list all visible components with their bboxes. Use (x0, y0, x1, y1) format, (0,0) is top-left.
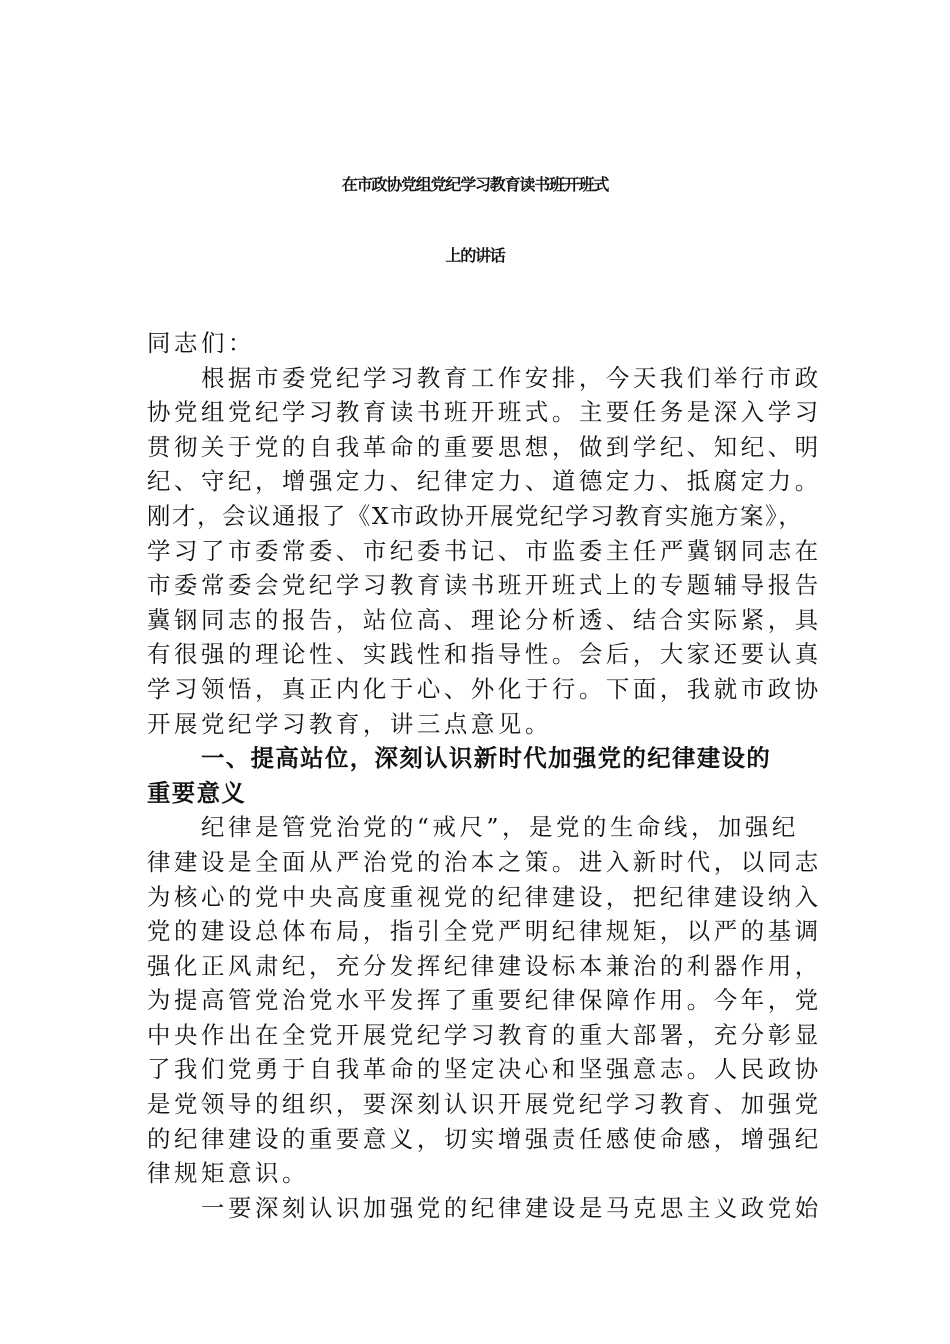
paragraph-2-line: 律建设是全面从严治党的治本之策。进入新时代，以同志 (147, 847, 822, 876)
section-heading-1-line-2: 重要意义 (147, 778, 247, 807)
paragraph-1-line: 冀钢同志的报告，站位高、理论分析透、结合实际紧，具 (147, 605, 822, 634)
paragraph-1-line: 开展党纪学习教育，讲三点意见。 (147, 709, 552, 738)
paragraph-1-line: 协党组党纪学习教育读书班开班式。主要任务是深入学习 (147, 398, 822, 427)
paragraph-1-line: 根据市委党纪学习教育工作安排，今天我们举行市政 (201, 363, 822, 392)
paragraph-2-line: 党的建设总体布局，指引全党严明纪律规矩，以严的基调 (147, 917, 822, 946)
document-title-line-1: 在市政协党组党纪学习教育读书班开班式 (341, 175, 609, 194)
salutation: 同志们： (147, 329, 255, 357)
paragraph-1-line: 贯彻关于党的自我革命的重要思想，做到学纪、知纪、明 (147, 432, 822, 461)
paragraph-2-line: 为核心的党中央高度重视党的纪律建设，把纪律建设纳入 (147, 882, 822, 911)
paragraph-2-line: 中央作出在全党开展党纪学习教育的重大部署，充分彰显 (147, 1020, 822, 1049)
section-heading-1-line-1: 一、提高站位，深刻认识新时代加强党的纪律建设的 (201, 744, 772, 773)
paragraph-1-line: 市委常委会党纪学习教育读书班开班式上的专题辅导报告 (147, 571, 822, 600)
paragraph-1-line: 学习了市委常委、市纪委书记、市监委主任严冀钢同志在 (147, 536, 822, 565)
document-body (147, 326, 822, 1225)
paragraph-2-line: 的纪律建设的重要意义，切实增强责任感使命感，增强纪 (147, 1124, 822, 1153)
paragraph-3-line: 一要深刻认识加强党的纪律建设是马克思主义政党始 (201, 1193, 822, 1222)
paragraph-1-line: 有很强的理论性、实践性和指导性。会后，大家还要认真 (147, 640, 822, 669)
paragraph-1-line: 刚才，会议通报了《X市政协开展党纪学习教育实施方案》， (147, 501, 804, 530)
paragraph-2-line: 强化正风肃纪，充分发挥纪律建设标本兼治的利器作用， (147, 951, 822, 980)
paragraph-2-line: 纪律是管党治党的“戒尺”，是党的生命线，加强纪 (201, 813, 799, 842)
paragraph-2-line: 是党领导的组织，要深刻认识开展党纪学习教育、加强党 (147, 1090, 822, 1119)
document-title-line-2: 上的讲话 (445, 246, 505, 265)
paragraph-2-line: 为提高管党治党水平发挥了重要纪律保障作用。今年，党 (147, 986, 822, 1015)
paragraph-2-line: 律规矩意识。 (147, 1159, 309, 1188)
paragraph-2-line: 了我们党勇于自我革命的坚定决心和坚强意志。人民政协 (147, 1055, 822, 1084)
paragraph-1-line: 纪、守纪，增强定力、纪律定力、道德定力、抵腐定力。 (147, 467, 822, 496)
paragraph-1-line: 学习领悟，真正内化于心、外化于行。下面，我就市政协 (147, 674, 822, 703)
